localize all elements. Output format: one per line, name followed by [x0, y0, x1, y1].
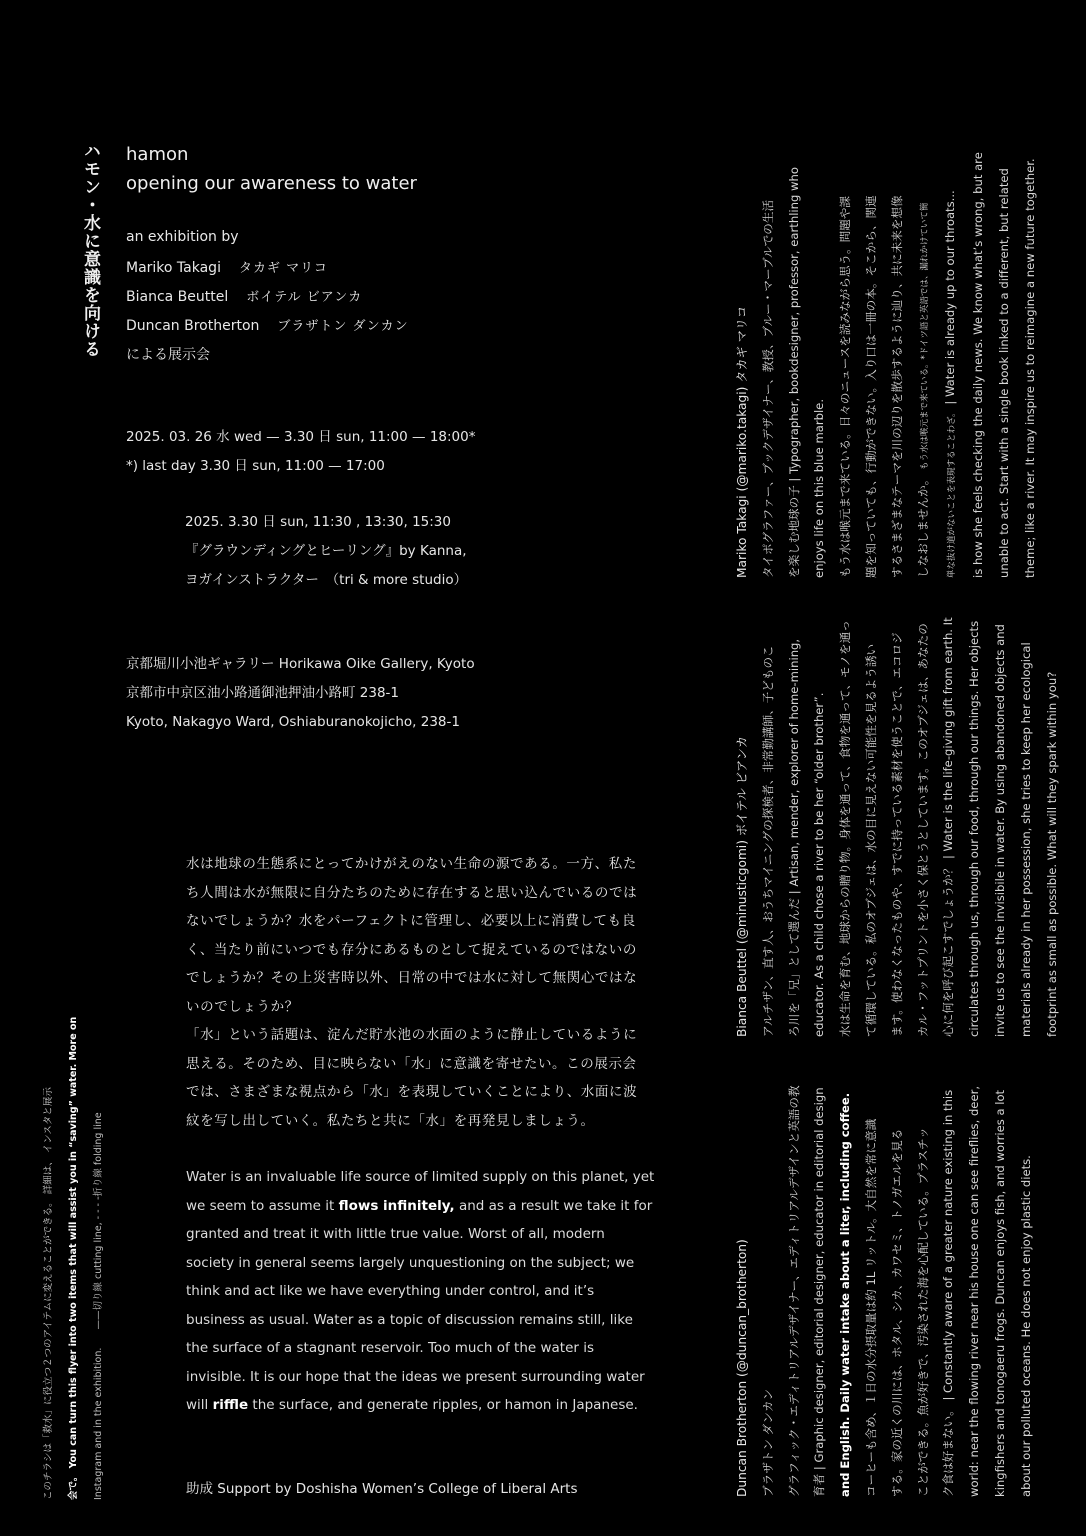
side-note-jp: 会で。 — [68, 1471, 79, 1500]
bio-line: ろ川を「兄」として選んだ | Artisan, mender, explorer of home-mining, — [786, 638, 801, 1037]
bio-duncan-brotherton — [730, 1037, 1040, 1497]
credits-intro: an exhibition by — [126, 229, 239, 245]
side-note-line — [61, 1016, 86, 1500]
statement-en-emphasis: flows infinitely, — [338, 1197, 455, 1214]
cutting-line-label: ——切り線 cutting line, — [93, 1222, 104, 1330]
artist-kana: ボイテル ビアンカ — [246, 290, 363, 305]
artist-row — [126, 312, 409, 341]
statement-en-emphasis: riffle — [212, 1397, 249, 1413]
venue-name: 京都堀川小池ギャラリー Horikawa Oike Gallery, Kyoto — [126, 656, 475, 672]
bio-text: | Constantly aware of a greater nature existing in this — [941, 1089, 956, 1401]
bio-line: invite us to see the invisibile in water. By using abandoned objects and — [992, 624, 1007, 1037]
bio-line: ことができる。魚が好きで、汚染された海を心配している。プラスチッ — [915, 1127, 930, 1497]
bio-line — [936, 587, 962, 1037]
side-note-line — [86, 1060, 111, 1500]
bio-line: アルチザン、直す人、おうちマイニングの探検者、非常勤講師、子どものこ — [760, 645, 775, 1037]
statement-jp-paragraph: 水は地球の生態系にとってかけがえのない生命の源である。一方、私たち人間は水が無限に自分たちのために存在すると思い込んでいるのではないでしょうか？水をパーフェクトに管理し、必要以上に消費しても良く、当たり前にいつでも存分にあるものとして捉えているのではないのでしょうか？その上災害時以外、日常の中では水に対して無関心ではないのでしょうか？ — [186, 856, 638, 1015]
bio-line: materials already in her possession, she tries to keep her ecological — [1018, 642, 1033, 1037]
bio-line: unable to act. Start with a single book linked to a different, but related — [996, 168, 1011, 578]
bio-bianca-beuttel — [730, 587, 1065, 1037]
artist-name: Bianca Beuttel — [126, 289, 229, 305]
bio-line: を楽しむ地球の子 | Typographer, bookdesigner, professor, earthling who — [786, 167, 801, 578]
support-credit: 助成 Support by Doshisha Women’s College of Liberal Arts — [186, 1481, 578, 1497]
bio-header: Duncan Brotherton (@duncan_brotherton) — [735, 1239, 749, 1497]
side-note-instagram: Instagram and in the exhibition. — [93, 1347, 104, 1500]
bio-line: カル・フットプリントを小さく保とうとしています。このオブジェは、あなたの — [915, 623, 930, 1037]
workshop-info — [185, 508, 467, 595]
venue-address-en: Kyoto, Nakagyo Ward, Oshiaburanokojicho, 238-1 — [126, 714, 460, 730]
artist-name: Mariko Takagi — [126, 260, 221, 276]
bio-kana: ブラザトン ダンカン — [760, 1388, 775, 1497]
bio-header: Bianca Beuttel (@minusticgomi) ボイテル ビアンカ — [735, 735, 749, 1037]
bio-line: するさまざまなテーマを川の辺りを散歩するように辿り、共に未来を想像 — [889, 195, 904, 578]
bio-mariko-takagi — [730, 128, 1044, 578]
venue-info — [126, 650, 475, 737]
exhibition-title — [126, 140, 417, 198]
venue-address-jp: 京都市中京区油小路通御池押油小路町 238-1 — [126, 685, 400, 701]
bio-line: ます。使わなくなったものや、すでに持っている素材を使うことで、エコロジ — [889, 632, 904, 1037]
statement-en-text: the surface, and generate ripples, or hamon in Japanese. — [248, 1397, 638, 1413]
bio-text: | Water is already up to our throats... — [943, 190, 958, 405]
vertical-title: ハモン・水に意識を向ける — [80, 142, 100, 358]
bio-text: 心に何を呼び起こすでしょうか？ — [941, 862, 956, 1037]
title-hamon: hamon — [126, 144, 189, 165]
folding-line-label: - - - -折り線 folding line — [93, 1112, 104, 1220]
credits-outro: による展示会 — [126, 347, 210, 363]
flyer-side-note — [36, 1016, 111, 1500]
bio-line: enjoys life on this blue marble. — [812, 398, 827, 578]
bio-header: Mariko Takagi (@mariko.takagi) タカギ マリコ — [735, 305, 749, 578]
bio-footnote: 単な抜け道がないことを表現することわざ。 — [947, 408, 958, 578]
bio-line: て循環している。私のオブジェは、水の目に見えない可能性を見るよう誘い — [863, 643, 878, 1037]
bio-line: もう水は喉元まで来ている。日々のニュースを読みながら思う。問題や課 — [838, 195, 853, 578]
bio-line: グラフィック・エディトリアルデザイナー、エディトリアルデザインと英語の教 — [786, 1085, 801, 1497]
bio-line — [833, 1037, 859, 1497]
bio-line: 水は生命を育む、地球からの贈り物。身体を通って、食物を通って、モノを通っ — [838, 620, 853, 1037]
date-period: 2025. 03. 26 水 wed — 3.30 日 sun, 11:00 — 18:00* — [126, 429, 476, 445]
bio-line: educator. As a child chose a river to be her “older brother”. — [812, 692, 827, 1037]
bio-line: 育者 | Graphic designer, editorial designer, educator in editorial design — [812, 1087, 827, 1497]
side-note-en: You can turn this flyer into two items that will assist you in “saving” water. More on — [68, 1016, 79, 1472]
bio-emphasis: and English. Daily water intake about a liter, including coffee. — [838, 1092, 853, 1497]
bio-line: kingfishers and tonogaeru frogs. Duncan enjoys fish, and worries a lot — [992, 1089, 1007, 1497]
statement-en-text: and as a result we take it for granted and treat it with little true value. Worst of all, modern society in general seems largely unquestioning on the subject; we think and act like we have everything under control, and it’s business as usual. Water as a topic of discussion remains still, like the surface of a stagnant reservoir. Too much of the water is invisible. It is our hope that the ideas we present surrounding water will — [186, 1197, 653, 1413]
side-note-line: このチラシは「救水」に役立つ２つのアイテムに変えることができる。 詳細は、 インスタと展示 — [43, 1087, 54, 1500]
bio-line — [938, 128, 966, 578]
bio-line: is how she feels checking the daily news. We know what’s wrong, but are — [971, 152, 986, 578]
bio-line — [936, 1037, 962, 1497]
workshop-times: 2025. 3.30 日 sun, 11:30 , 13:30, 15:30 — [185, 514, 451, 530]
bio-line: する。家の近くの川には、ホタル、シカ、カワセミ、トノガエルを見る — [889, 1128, 904, 1497]
statement-japanese — [186, 850, 648, 1135]
statement-jp-paragraph: 「水」という話題は、淀んだ貯水池の水面のように静止しているように思える。そのため、目に映らない「水」に意識を寄せたい。この展示会では、さまざまな視点から「水」を表現していくことにより、水面に波紋を写し出していく。私たちと共に「水」を再発見しましょう。 — [186, 1027, 638, 1129]
artist-kana: ブラザトン ダンカン — [277, 319, 409, 334]
title-subtitle: opening our awareness to water — [126, 173, 417, 194]
bio-line: タイポグラファー、ブックデザイナー、教授、ブルー・マーブルでの生活 — [760, 199, 775, 578]
artist-row — [126, 254, 409, 283]
bio-footnote: もう水は喉元まで来ている。*ドイツ語と英語では、漏れかけていて簡 — [919, 202, 930, 470]
bio-line: world: near the flowing river near his house one can see fireflies, deer, — [967, 1085, 982, 1497]
date-last-day-note: *) last day 3.30 日 sun, 11:00 — 17:00 — [126, 458, 385, 474]
artist-row — [126, 283, 409, 312]
bio-line: theme; like a river. It may inspire us to reimagine a new future together. — [1022, 158, 1037, 578]
bio-line: コーヒーも含め、１日の水分摂取量は約 1L リットル。大自然を常に意識 — [863, 1118, 878, 1497]
bio-line: footprint as small as possible. What will they spark within you? — [1044, 671, 1059, 1037]
artist-kana: タカギ マリコ — [238, 261, 328, 276]
workshop-instructor: ヨガインストラクター （tri & more studio） — [185, 572, 468, 588]
exhibition-dates — [126, 423, 475, 481]
artist-credits — [126, 226, 409, 369]
statement-en-text: Water is an invaluable life source of limited supply on this planet, yet we seem to assume it — [186, 1169, 655, 1214]
statement-english — [186, 1163, 656, 1420]
bio-text: ク食は好まない。 — [941, 1404, 956, 1497]
workshop-title: 『グラウンディングとヒーリング』by Kanna, — [185, 543, 467, 559]
bio-text: | Water is the life-giving gift from earth. It — [941, 617, 956, 860]
bio-line: circulates through us, through our food, through our things. Her objects — [967, 620, 982, 1037]
bio-line: about our polluted oceans. He does not enjoy plastic diets. — [1018, 1155, 1033, 1497]
artist-name: Duncan Brotherton — [126, 318, 260, 334]
bio-line: 題を知っていても、行動ができない。入り口は一冊の本。そこから、関連 — [863, 195, 878, 578]
bio-text: しなおしませんか。 — [915, 473, 930, 578]
bio-line — [911, 128, 939, 578]
